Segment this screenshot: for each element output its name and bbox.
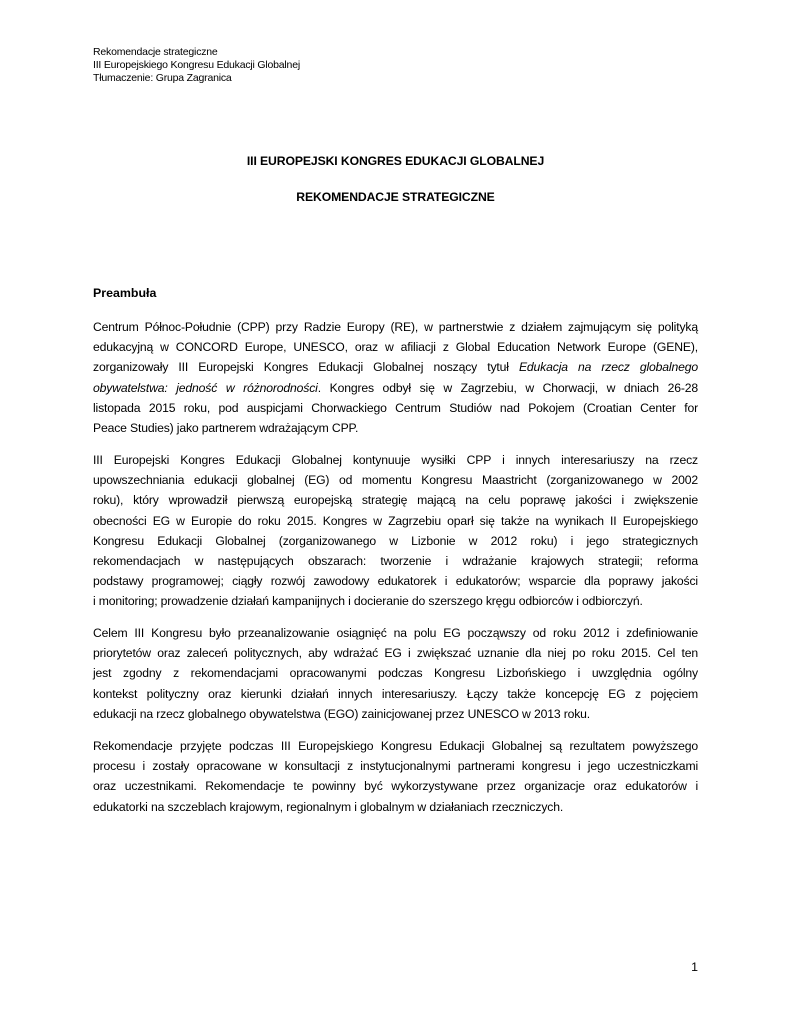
paragraph-3	[93, 623, 698, 724]
document-subtitle: REKOMENDACJE STRATEGICZNE	[296, 190, 495, 204]
paragraph-line: upowszechniania edukacji globalnej (EG) od momentu Kongresu Maastricht (zorganizowanego w 2002	[93, 473, 698, 488]
paragraph-line: Rekomendacje przyjęte podczas III Europejskiego Kongresu Edukacji Globalnej są rezultatem powyższego	[93, 739, 698, 753]
paragraph-text-segment: zorganizowały III Europejski Kongres Edukacji Globalnej noszący tytuł	[93, 360, 519, 375]
italic-congress-title-part-2: obywatelstwa: jedność w różnorodności	[93, 380, 318, 395]
paragraph-2	[93, 450, 698, 612]
paragraph-line: oraz uczestnikami. Rekomendacje te powinny być wykorzystywane przez organizacje oraz edukatorów i	[93, 779, 698, 794]
paragraph-line: III Europejski Kongres Edukacji Globalnej kontynuuje wysiłki CPP i innych interesariuszy na rzecz	[93, 453, 698, 467]
header-document-title: Rekomendacje strategiczne	[93, 46, 218, 58]
paragraph-4	[93, 736, 698, 817]
header-translation-credit: Tłumaczenie: Grupa Zagranica	[93, 72, 232, 84]
section-heading-preamble: Preambuła	[93, 286, 157, 300]
header-congress-name: III Europejskiego Kongresu Edukacji Globalnej	[93, 59, 300, 71]
paragraph-line: edukacyjną w CONCORD Europe, UNESCO, oraz w afiliacji z Global Education Network Europe (GENE),	[93, 340, 698, 355]
paragraph-line	[93, 378, 698, 398]
paragraph-line: Peace Studies) jako partnerem wdrażającym CPP.	[93, 421, 359, 436]
page-number: 1	[691, 960, 698, 974]
paragraph-line: Celem III Kongresu było przeanalizowanie osiągnięć na polu EG począwszy od roku 2012 i zdefiniowanie	[93, 626, 698, 640]
italic-congress-title-part-1: Edukacja na rzecz globalnego	[518, 360, 698, 375]
paragraph-line: edukatorki na szczeblach krajowym, regionalnym i globalnym w działaniach rzeczniczych.	[93, 799, 564, 814]
paragraph-line: kontekst polityczny oraz kierunki działań innych interesariuszy. Łączy także koncepcję EG z pojęciem	[93, 686, 698, 701]
paragraph-line: obecności EG w Europie do roku 2015. Kongres w Zagrzebiu oparł się także na wynikach II Europejskiego	[93, 513, 698, 528]
paragraph-line: priorytetów oraz zaleceń politycznych, aby wdrażać EG i zwiększać uznanie dla niej po roku 2015. Cel ten	[93, 646, 698, 661]
paragraph-1	[93, 317, 698, 438]
running-header	[93, 46, 300, 85]
document-title: III EUROPEJSKI KONGRES EDUKACJI GLOBALNEJ	[246, 154, 545, 168]
paragraph-line	[93, 357, 698, 377]
paragraph-line: Centrum Północ-Południe (CPP) przy Radzie Europy (RE), w partnerstwie z działem zajmującym się polityką	[93, 320, 698, 334]
paragraph-line: Kongresu Edukacji Globalnej (zorganizowanego w Lizbonie w 2012 roku) i jego strategicznych	[93, 533, 698, 548]
paragraph-line: roku), który wprowadził pierwszą europejską strategię mającą na celu poprawę jakości i zwiększenie	[93, 493, 698, 508]
paragraph-line: procesu i zostały opracowane w konsultacji z instytucjonalnymi partnerami kongresu i jego uczestniczkami	[93, 759, 698, 774]
paragraph-line: podstawy programowej; ciągły rozwój zawodowy edukatorek i edukatorów; wsparcie dla poprawy jakości	[93, 574, 698, 589]
paragraph-text-segment: . Kongres odbył się w Zagrzebiu, w Chorwacji, w dniach 26-28	[317, 380, 698, 395]
paragraph-line: edukacji na rzecz globalnego obywatelstwa (EGO) zainicjowanej przez UNESCO w 2013 roku.	[93, 706, 591, 721]
paragraph-line: jest zgodny z rekomendacjami opracowanymi podczas Kongresu Lizbońskiego i uwzględnia ogólny	[93, 666, 698, 681]
paragraph-line: i monitoring; prowadzenie działań kampanijnych i docieranie do szerszego kręgu odbiorców i odbiorczyń.	[93, 594, 643, 609]
paragraph-line: listopada 2015 roku, pod auspicjami Chorwackiego Centrum Studiów nad Pokojem (Croatian Center for	[93, 400, 698, 415]
paragraph-line: rekomendacjach w następujących obszarach: tworzenie i wdrażanie krajowych strategii; reforma	[93, 554, 698, 569]
